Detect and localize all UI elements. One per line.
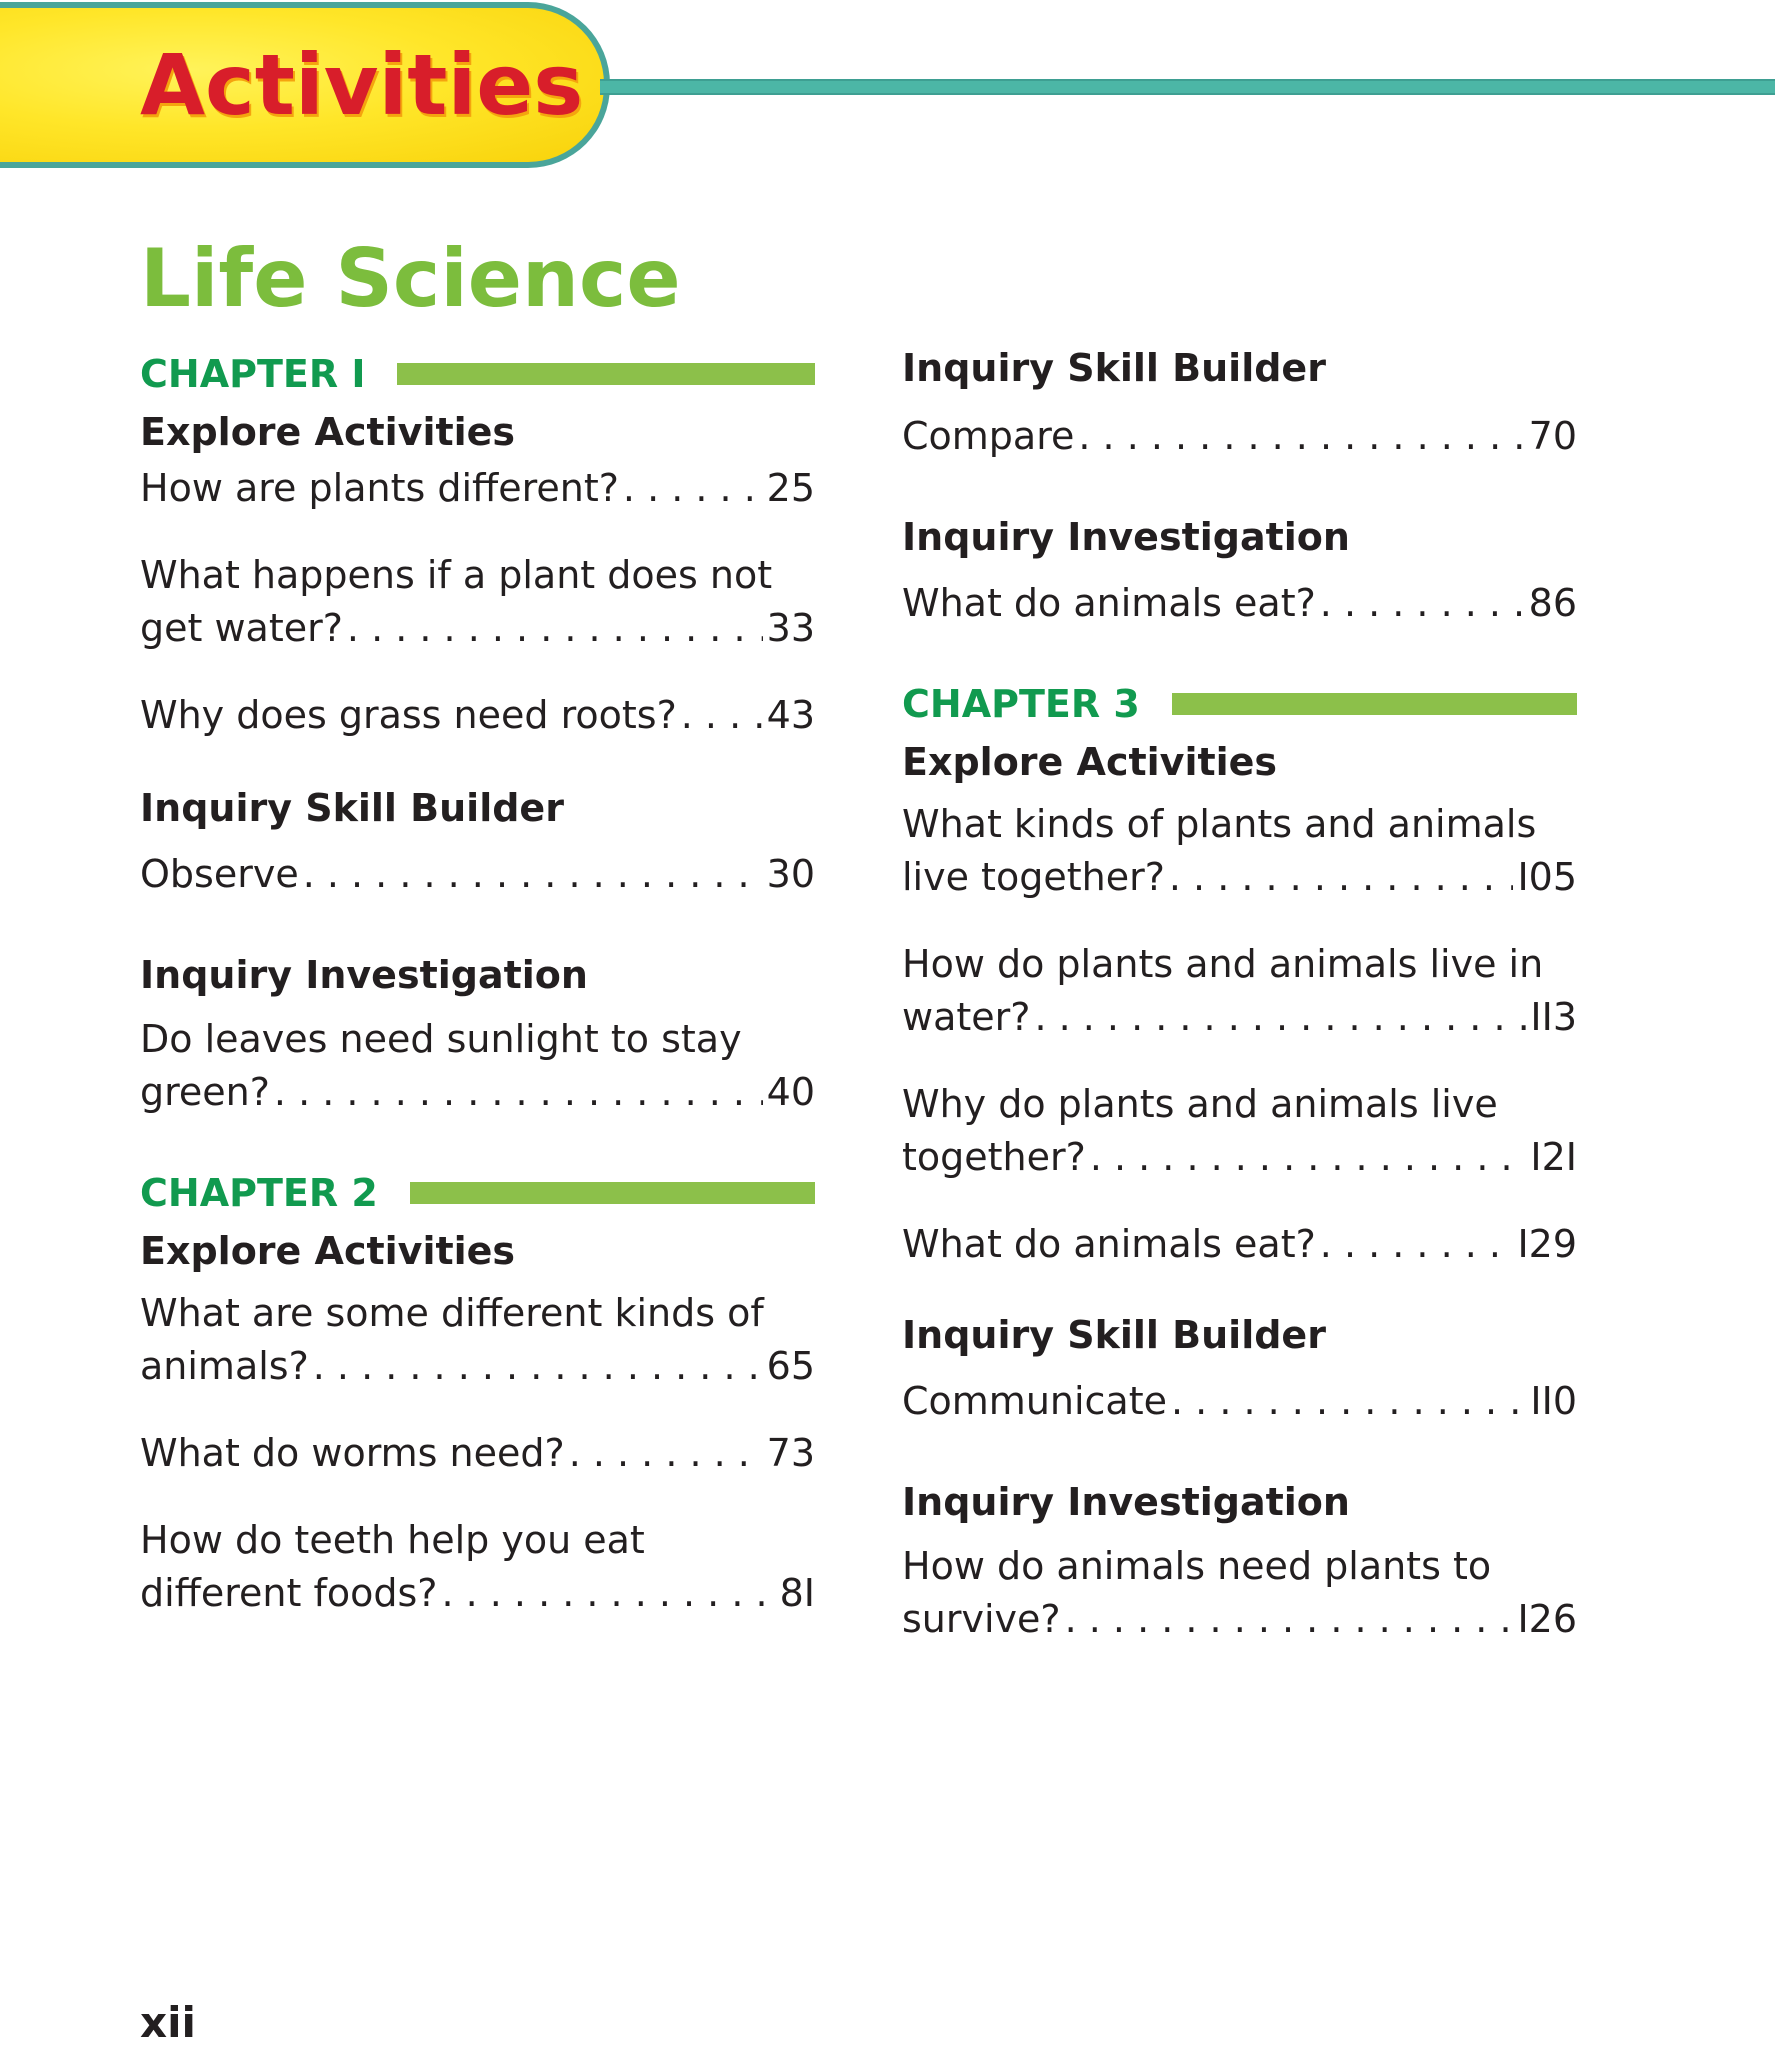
toc-entry-title: How are plants different? [140,466,619,510]
toc-entry-line: What kinds of plants and animals [902,802,1537,846]
chapter-bar [397,363,815,385]
toc-entry[interactable] [902,577,1577,630]
page-number: xii [140,1998,196,2047]
toc-entry-title: water? [902,995,1031,1039]
dot-leader [441,1567,775,1620]
toc-entry-page: 73 [766,1431,815,1475]
chapter-heading [140,340,815,408]
dot-leader [1090,1131,1527,1184]
toc-entry-line: How do teeth help you eat [140,1518,645,1562]
toc-entry-title: What do animals eat? [902,1222,1316,1266]
dot-leader [1320,1218,1514,1271]
toc-entry-line: Why do plants and animals live [902,1082,1498,1126]
toc-entry-page: I2I [1530,1135,1577,1179]
toc-entry-title: What do animals eat? [902,581,1316,625]
toc-entry[interactable] [140,1427,815,1480]
dot-leader [623,462,763,515]
chapter-heading [902,670,1577,738]
dot-leader [1065,1593,1514,1646]
right-column [902,340,1577,1646]
toc-entry-page: I26 [1517,1597,1577,1641]
toc-entry-page: 65 [766,1344,815,1388]
dot-leader [681,689,763,742]
dot-leader [313,1340,763,1393]
dot-leader [569,1427,763,1480]
dot-leader [1320,577,1525,630]
group-heading: Explore Activities [140,1229,516,1273]
chapter-label: CHAPTER I [140,352,366,396]
toc-entry[interactable] [140,848,815,901]
toc-entry[interactable] [902,991,1577,1044]
group-heading: Inquiry Skill Builder [902,1313,1326,1357]
dot-leader [274,1066,763,1119]
toc-entry-title: animals? [140,1344,309,1388]
header-rule [600,79,1775,95]
group-heading: Inquiry Skill Builder [140,786,564,830]
toc-entry-title: Compare [902,414,1075,458]
chapter-label: CHAPTER 3 [902,682,1140,726]
toc-entry-page: 25 [766,466,815,510]
toc-entry-page: 8I [779,1571,815,1615]
dot-leader [303,848,763,901]
toc-entry[interactable] [902,1131,1577,1184]
group-heading: Inquiry Investigation [902,515,1350,559]
toc-entry[interactable] [140,689,815,742]
chapter-heading [140,1159,815,1227]
group-heading: Inquiry Skill Builder [902,346,1326,390]
toc-entry-line: What are some different kinds of [140,1291,764,1335]
toc-entry-title: green? [140,1070,270,1114]
toc-entry-page: 30 [766,852,815,896]
left-column [140,340,815,1620]
chapter-bar [410,1182,815,1204]
toc-entry-title: Observe [140,852,299,896]
toc-entry-title: What do worms need? [140,1431,565,1475]
toc-entry-page: 86 [1528,581,1577,625]
chapter-label: CHAPTER 2 [140,1171,378,1215]
group-heading: Inquiry Investigation [140,953,588,997]
toc-entry[interactable] [140,1340,815,1393]
toc-entry-page: 40 [766,1070,815,1114]
toc-entry-title: survive? [902,1597,1061,1641]
toc-entry[interactable] [902,410,1577,463]
toc-entry-line: What happens if a plant does not [140,553,773,597]
dot-leader [1078,410,1524,463]
toc-entry-page: I05 [1517,855,1577,899]
toc-entry-title: live together? [902,855,1165,899]
dot-leader [347,602,763,655]
toc-entry-title: different foods? [140,1571,438,1615]
toc-entry[interactable] [140,462,815,515]
toc-entry-page: 43 [766,693,815,737]
toc-entry-line: How do plants and animals live in [902,942,1544,986]
dot-leader [1169,851,1514,904]
toc-entry-title: Why does grass need roots? [140,693,677,737]
toc-entry-line: Do leaves need sunlight to stay [140,1017,742,1061]
toc-entry[interactable] [902,1375,1577,1428]
section-title: Life Science [140,232,681,325]
toc-entry-line: How do animals need plants to [902,1544,1492,1588]
toc-entry[interactable] [140,602,815,655]
toc-entry[interactable] [902,1218,1577,1271]
group-heading: Explore Activities [902,740,1278,784]
page-header-title: Activities [140,36,584,134]
dot-leader [1034,991,1526,1044]
toc-entry-title: Communicate [902,1379,1167,1423]
toc-entry-title: together? [902,1135,1086,1179]
toc-entry-page: 33 [766,606,815,650]
toc-entry-page: II0 [1530,1379,1577,1423]
toc-entry-page: I29 [1517,1222,1577,1266]
toc-entry-title: get water? [140,606,343,650]
toc-entry[interactable] [902,1593,1577,1646]
toc-entry[interactable] [140,1066,815,1119]
toc-entry-page: 70 [1528,414,1577,458]
toc-entry-page: II3 [1530,995,1577,1039]
toc-entry[interactable] [902,851,1577,904]
dot-leader [1171,1375,1526,1428]
group-heading: Inquiry Investigation [902,1480,1350,1524]
group-heading: Explore Activities [140,410,516,454]
chapter-bar [1172,693,1577,715]
toc-entry[interactable] [140,1567,815,1620]
